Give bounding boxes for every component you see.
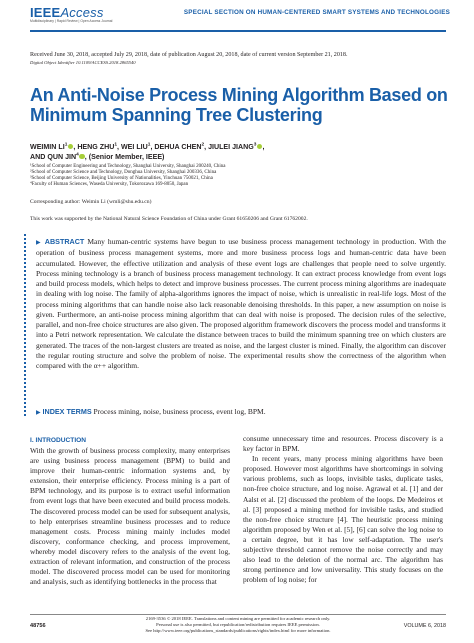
author-name: WEIMIN LI <box>30 143 65 151</box>
received-dates: Received June 30, 2018, accepted July 29, 2018, date of publication August 20, 2018, date of current version September 21, 2018. <box>30 52 348 58</box>
author-affiliation-mark: 1 <box>114 142 118 148</box>
affiliation-item: ¹School of Computer Engineering and Technology, Shanghai University, Shanghai 200240, China <box>30 164 226 169</box>
copyright-notice <box>118 616 358 634</box>
author-affiliation-mark: 4 <box>76 152 79 158</box>
author-name: AND QUN JIN <box>30 153 77 161</box>
body-column-left <box>30 446 230 587</box>
copyright-line: Personal use is also permitted, but republication/redistribution requires IEEE permission. <box>156 622 320 627</box>
section-heading: I. INTRODUCTION <box>30 437 87 444</box>
abstract-side-rule <box>24 234 27 416</box>
orcid-icon[interactable] <box>257 144 263 150</box>
ieee-access-logo <box>30 6 112 24</box>
abstract <box>36 237 446 371</box>
index-terms-label: INDEX TERMS <box>42 407 92 416</box>
page-header <box>0 0 474 36</box>
abstract-label: ABSTRACT <box>44 237 85 246</box>
funding-statement: This work was supported by the National Natural Science Foundation of China under Grant 61650206 and Grant 61762002. <box>30 216 308 222</box>
index-terms <box>36 407 446 418</box>
body-paragraph: consume unnecessary time and resources. Process discovery is a key factor in BPM. <box>243 434 443 454</box>
index-terms-text: Process mining, noise, business process, event log, BPM. <box>93 407 266 416</box>
body-column-right <box>243 434 443 585</box>
paper-title: An Anti-Noise Process Mining Algorithm Based on Minimum Spanning Tree Clustering <box>30 85 448 125</box>
author-affiliation-mark: 1 <box>147 142 151 148</box>
author-name: HENG ZHU <box>77 143 115 151</box>
corresponding-author: Corresponding author: Weimin Li (wmli@shu.edu.cn) <box>30 199 152 205</box>
page-number: 48756 <box>30 623 46 629</box>
header-divider <box>30 30 446 32</box>
author-affiliation-mark: 2 <box>201 142 205 148</box>
author-name: WEI LIU <box>120 143 148 151</box>
triangle-bullet-icon: ▶ <box>36 239 42 246</box>
author-affiliation-mark: 1 <box>64 142 68 148</box>
rights-link[interactable]: See http://www.ieee.org/publications_standards/publications/rights/index.html for more information. <box>145 628 331 633</box>
author-membership: , (Senior Member, IEEE) <box>84 153 165 161</box>
logo-tagline: Multidisciplinary | Rapid Review | Open Access Journal <box>30 19 113 23</box>
logo-access: Access <box>60 5 104 20</box>
doi-line: Digital Object Identifier 10.1109/ACCESS.2018.2865540 <box>30 60 136 65</box>
author-name: JIULEI JIANG <box>208 143 254 151</box>
volume-info: VOLUME 6, 2018 <box>403 623 446 629</box>
author-name: DEHUA CHEN <box>154 143 202 151</box>
affiliation-item: ²School of Computer Science and Technology, Donghua University, Shanghai 200336, China <box>30 170 217 176</box>
author-affiliation-mark: 3 <box>253 142 257 148</box>
affiliation-item: ⁴Faculty of Human Sciences, Waseda University, Tokorozawa 169-8050, Japan <box>30 182 189 188</box>
footer-divider <box>30 614 446 615</box>
affiliations <box>30 164 450 188</box>
affiliation-item: ³School of Computer Science, Beijing University of Nationalities, Yinchuan 750021, China <box>30 176 213 182</box>
triangle-bullet-icon: ▶ <box>36 409 41 416</box>
author-list: WEIMIN $LI^1$ , HENG ZHU$^1$, WEI LIU$^1$, DEHUA CHEN$^2$, JIULEI JIANG$^3$ , AND QUN JIN$^4$ , (Senior Member, IEEE) <box>30 142 265 161</box>
special-section-title: SPECIAL SECTION ON HUMAN-CENTERED SMART SYSTEMS AND TECHNOLOGIES <box>183 9 450 16</box>
logo-ieee: IEEE <box>30 5 61 20</box>
body-paragraph: With the growth of business process complexity, many enterprises are using business process management (BPM) to build and improve their human-centric information systems and, by extension, their enterprise efficiency. Process mining is a part of BPM technology, and its purpose is to extract useful information from event logs that have been executed and build process models. The discovered process model can be used for subsequent analysis, to help enterprises streamline business processes and to reduce management costs. Process mining mainly includes model discovery, conformance checking, and process improvement, whereby model discovery refers to the analysis of the event log, extraction of relevant information, and construction of the process model. The discovered process model can be used for monitoring and analysis, such as identifying bottlenecks in the process that <box>30 446 230 587</box>
orcid-icon[interactable] <box>68 144 74 150</box>
copyright-line: 2169-3536 © 2018 IEEE. Translations and content mining are permitted for academic research only. <box>145 616 331 621</box>
body-paragraph: In recent years, many process mining algorithms have been proposed. However most algorithms have shortcomings in solving various problems, such as loops, invisible tasks, duplicate tasks, non-free choice structure, and log noise. Agrawal et al. [1] and der Aalst et al. [2] discussed the problem of the loops. De Medeiros et al. [3] proposed a mining method for invisible tasks, and studied the non-free choice structure [4]. The heuristic process mining algorithm proposed by Wen et al. [5], [6] can solve the log noise to a certain degree, but it has low self-adaptation. The user's subjective threshold cannot remove the noise correctly and may also lead to the deletion of the normal arc. The algorithm has strong pertinence and low universality. This study focuses on the problem of log noise; for <box>243 454 443 585</box>
abstract-text: Many human-centric systems have begun to use business process management technology in production. With the operation of business process management systems, more and more business process logs and human-centric data have been accumulated. However, the effective utilization and analysis of these event logs are challenges that people need to solve urgently. Process mining technology is a branch of business process management technology. It can extract process knowledge from event logs and build process models, which helps to detect and improve business processes. The current process mining algorithms are inadequate in dealing with log noise. The family of alpha-algorithms ignores the impact of noise, which is unrealistic in real-life logs. Most of the process mining algorithms that can handle noise also lack reasonable denoising thresholds. In this paper, a new assumption on noise is given. Furthermore, an anti-noise process mining algorithm that can deal with noise is proposed. The decision rules of the selective, parallel, and non-free choice structures are also given. The proposed algorithm framework discovers the process model and transforms it into a Petri network representation. We calculate the distance between traces to build the minimum spanning tree on which clusters are generated. The traces of the non-largest clusters are treated as noise, and the largest cluster is mined. Finally, the algorithm can discover the regular routing structure and solve the problem of noise. The experimental results show the correctness of the algorithm when compared with the α++ algorithm. <box>36 237 447 370</box>
